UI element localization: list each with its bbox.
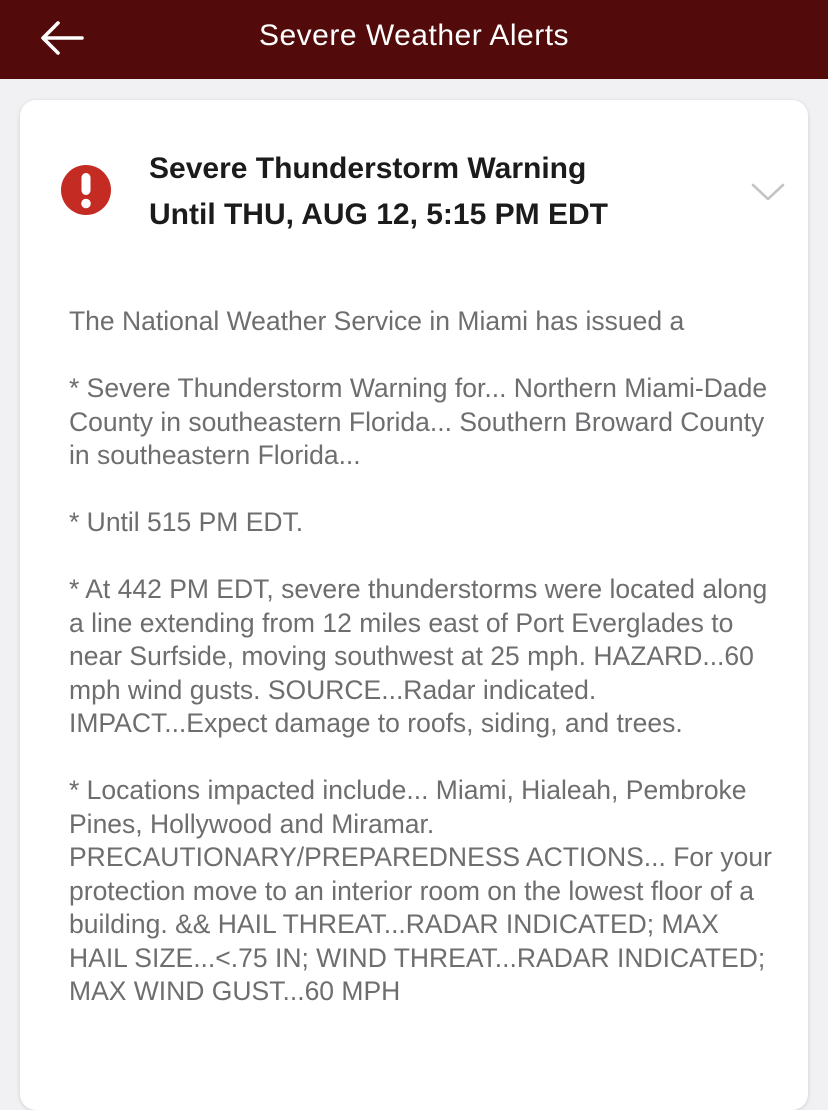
alert-paragraph-locations: * Locations impacted include... Miami, Hialeah, Pembroke Pines, Hollywood and Miramar. PRECAUTIONARY/PREPAREDNESS ACTIONS... For your protection move to an interior room on the lowest floor of a building. && HAIL THREAT...RADAR INDICATED; MAX HAIL SIZE...<.75 IN; WIND THREAT...RADAR INDICATED; MAX WIND GUST...60 MPH <box>69 775 772 1006</box>
alert-paragraph-intro: The National Weather Service in Miami has issued a <box>69 306 685 336</box>
alert-title: Severe Thunderstorm Warning <box>149 152 587 185</box>
expand-toggle[interactable] <box>744 172 792 212</box>
alert-paragraph-until: * Until 515 PM EDT. <box>69 507 304 537</box>
alert-expiry: Until THU, AUG 12, 5:15 PM EDT <box>149 198 608 231</box>
app-header <box>0 0 828 79</box>
chevron-down-icon <box>751 182 785 202</box>
page-title: Severe Weather Alerts <box>258 19 570 52</box>
alert-card <box>20 100 808 1110</box>
alert-description <box>69 305 781 1042</box>
exclamation-circle-icon <box>60 164 112 216</box>
alert-paragraph-details: * At 442 PM EDT, severe thunderstorms were located along a line extending from 12 miles east of Port Everglades to near Surfside, moving southwest at 25 mph. HAZARD...60 mph wind gusts. SOURCE...Radar indicated. IMPACT...Expect damage to roofs, siding, and trees. <box>69 574 768 738</box>
alert-paragraph-areas: * Severe Thunderstorm Warning for... Northern Miami-Dade County in southeastern Florida... Southern Broward County in southeastern Florida... <box>69 373 768 470</box>
